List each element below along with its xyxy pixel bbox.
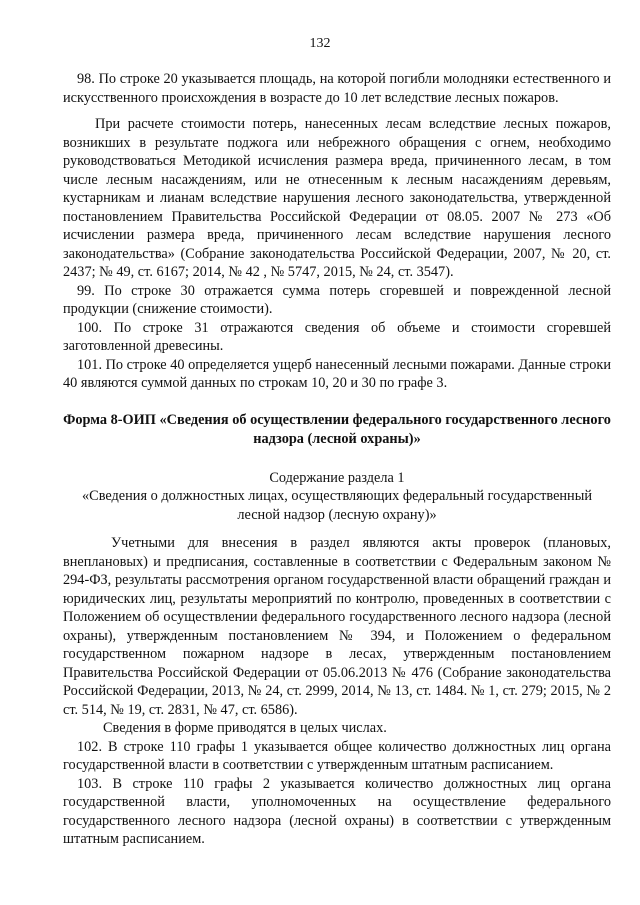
- paragraph-accounting-basis: Учетными для внесения в раздел являются акты проверок (плановых, внеплановых) и предписания, составленные в соответствии с Федеральным законом № 294-ФЗ, результаты рассмотрения органом государственной власти обращений граждан и юридических лиц, результаты мероприятий по контролю, проведенных в соответствии с Положением об осуществлении федерального государственного лесного надзора (лесной охраны), утвержденным постановлением № 394, и Положением о федеральном государственном пожарном надзоре в лесах, утвержденным постановлением Правительства Российской Федерации от 05.06.2013 № 476 (Собрание законодательства Российской Федерации, 2013, № 24, ст. 2999, 2014, № 13, ст. 1484. № 1, ст. 279; 2015, № 2 ст. 514, № 19, ст. 2831, № 47, ст. 6586).: [63, 535, 611, 718]
- paragraph-98: 98. По строке 20 указывается площадь, на которой погибли молодняки естественного и искусственного происхождения в возрасте до 10 лет вследствие лесных пожаров.: [63, 71, 611, 106]
- form-heading: Форма 8-ОИП «Сведения об осуществлении федерального государственного лесного надзора (лесной охраны)»: [63, 411, 611, 447]
- document-body: [63, 70, 611, 849]
- paragraph-99: 99. По строке 30 отражается сумма потерь сгоревшей и поврежденной лесной продукции (снижение стоимости).: [63, 282, 611, 317]
- page-number: 132: [309, 36, 331, 51]
- paragraph-loss-calculation: При расчете стоимости потерь, нанесенных лесам вследствие лесных пожаров, возникших в результате поджога или небрежного обращения с огнем, необходимо руководствоваться Методикой исчисления размера вреда, причиненного лесам, в том числе лесным насаждениям, или не отнесенным к лесным насаждениям деревьям, кустарникам и лианам вследствие нарушения лесного законодательства, утвержденной постановлением Правительства Российской Федерации от 08.05. 2007 № 273 «Об исчислении размера вреда, причиненного лесам вследствие нарушения лесного законодательства» (Собрание законодательства Российской Федерации, 2007, № 20, ст. 2437; № 49, ст. 6167; 2014, № 42 , № 5747, 2015, № 24, ст. 3547).: [63, 116, 611, 280]
- paragraph-103: 103. В строке 110 графы 2 указывается количество должностных лиц органа государственной власти, уполномоченных на осуществление федерального государственного лесного надзора (лесной охраны) в соответствии с утвержденным штатным расписанием.: [63, 775, 611, 847]
- paragraph-whole-numbers: Сведения в форме приводятся в целых числах.: [103, 720, 387, 736]
- section-subtitle: «Сведения о должностных лицах, осуществляющих федеральный государственный лесной надзор (лесную охрану)»: [82, 488, 592, 523]
- paragraph-101: 101. По строке 40 определяется ущерб нанесенный лесными пожарами. Данные строки 40 являются суммой данных по строкам 10, 20 и 30 по графе 3.: [63, 356, 611, 391]
- paragraph-102: 102. В строке 110 графы 1 указывается общее количество должностных лиц органа государственной власти в соответствии с утвержденным штатным расписанием.: [63, 738, 611, 773]
- paragraph-100: 100. По строке 31 отражаются сведения об объеме и стоимости сгоревшей заготовленной древесины.: [63, 319, 611, 354]
- section-title: Содержание раздела 1: [269, 469, 405, 486]
